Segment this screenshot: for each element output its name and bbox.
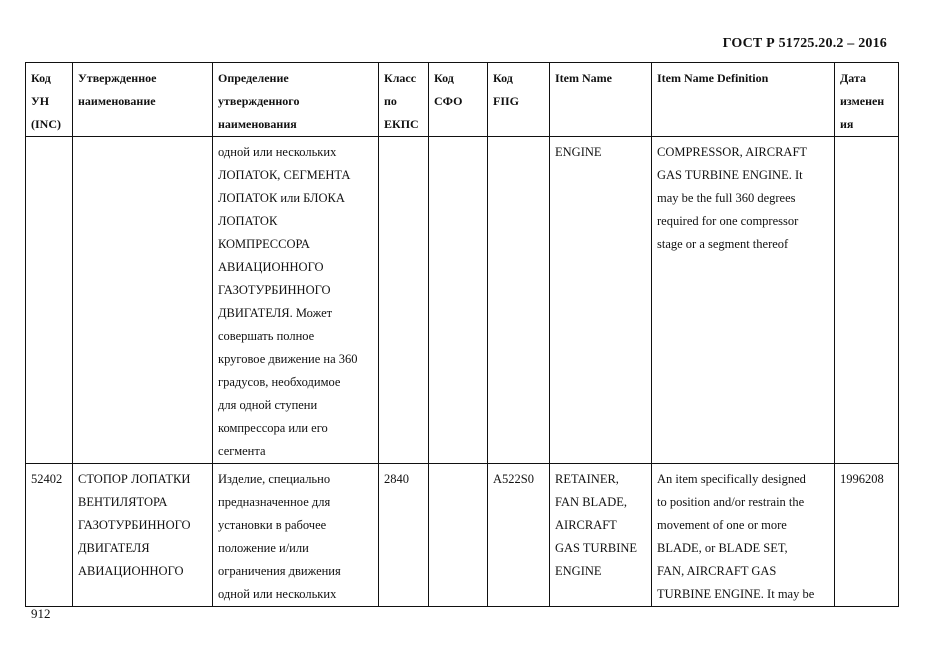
column-header-fiig-code bbox=[488, 63, 550, 137]
cell-text-line: 2840 bbox=[384, 472, 409, 486]
column-header-definition bbox=[213, 63, 379, 137]
column-header-item-name-definition bbox=[652, 63, 835, 137]
cell-text-line: required for one compressor bbox=[657, 214, 799, 228]
cell-text-line: СТОПОР ЛОПАТКИ bbox=[78, 472, 191, 486]
header-text-line: УН bbox=[31, 94, 50, 108]
header-text-line: Item Name Definition bbox=[657, 71, 769, 85]
standard-designation: ГОСТ Р 51725.20.2 – 2016 bbox=[722, 36, 887, 51]
header-text-line: Определение bbox=[218, 71, 289, 85]
cell-text-line: movement of one or more bbox=[657, 518, 787, 532]
table-cell-fiig-code bbox=[488, 464, 550, 607]
header-text-line: по bbox=[384, 94, 397, 108]
column-header-change-date bbox=[835, 63, 899, 137]
header-text-line: Класс bbox=[384, 71, 417, 85]
header-text-line: ия bbox=[840, 117, 854, 131]
header-text-line: Код bbox=[493, 71, 513, 85]
cell-text-line: ГАЗОТУРБИННОГО bbox=[218, 283, 331, 297]
catalog-table bbox=[25, 62, 899, 607]
cell-text-line: ВЕНТИЛЯТОРА bbox=[78, 495, 168, 509]
header-text-line: Дата bbox=[840, 71, 866, 85]
cell-text-line: ограничения движения bbox=[218, 564, 341, 578]
header-text-line: Утвержденное bbox=[78, 71, 157, 85]
cell-text-line: ДВИГАТЕЛЯ. Может bbox=[218, 306, 333, 320]
table-cell-sfo-code bbox=[429, 137, 488, 464]
cell-text-line: 52402 bbox=[31, 472, 63, 486]
cell-text-line: AIRCRAFT bbox=[555, 518, 617, 532]
cell-text-line: ДВИГАТЕЛЯ bbox=[78, 541, 150, 555]
cell-text-line: круговое движение на 360 bbox=[218, 352, 358, 366]
header-text-line: ЕКПС bbox=[384, 117, 419, 131]
cell-text-line: FAN, AIRCRAFT GAS bbox=[657, 564, 777, 578]
table-cell-fiig-code bbox=[488, 137, 550, 464]
cell-text-line: ENGINE bbox=[555, 145, 602, 159]
table-cell-change-date bbox=[835, 137, 899, 464]
cell-text-line: предназначенное для bbox=[218, 495, 331, 509]
table-cell-approved-name bbox=[73, 137, 213, 464]
table-cell-code-inc bbox=[26, 137, 73, 464]
cell-text-line: совершать полное bbox=[218, 329, 315, 343]
page-number: 912 bbox=[31, 606, 51, 621]
column-header-item-name bbox=[550, 63, 652, 137]
cell-text-line: ГАЗОТУРБИННОГО bbox=[78, 518, 191, 532]
cell-text-line: ЛОПАТОК, СЕГМЕНТА bbox=[218, 168, 351, 182]
cell-text-line: RETAINER, bbox=[555, 472, 619, 486]
column-header-sfo-code bbox=[429, 63, 488, 137]
header-text-line: Код bbox=[31, 71, 51, 85]
header-text-line: наименование bbox=[78, 94, 156, 108]
column-header-ekps-class bbox=[379, 63, 429, 137]
cell-text-line: BLADE, or BLADE SET, bbox=[657, 541, 788, 555]
cell-text-line: GAS TURBINE bbox=[555, 541, 638, 555]
cell-text-line: Изделие, специально bbox=[218, 472, 331, 486]
cell-text-line: КОМПРЕССОРА bbox=[218, 237, 310, 251]
cell-text-line: ENGINE bbox=[555, 564, 602, 578]
cell-text-line: An item specifically designed bbox=[657, 472, 806, 486]
table-cell-item-name bbox=[550, 137, 652, 464]
cell-text-line: to position and/or restrain the bbox=[657, 495, 805, 509]
cell-text-line: TURBINE ENGINE. It may be bbox=[657, 587, 815, 601]
header-text-line: FIIG bbox=[493, 94, 520, 108]
column-header-approved-name bbox=[73, 63, 213, 137]
table-cell-sfo-code bbox=[429, 464, 488, 607]
cell-text-line: градусов, необходимое bbox=[218, 375, 341, 389]
table-cell-definition bbox=[213, 137, 379, 464]
header-text-line: (INC) bbox=[31, 117, 61, 131]
table-row bbox=[26, 464, 899, 607]
cell-text-line: компрессора или его bbox=[218, 421, 328, 435]
table-header-row bbox=[26, 63, 899, 137]
header-text-line: Код bbox=[434, 71, 454, 85]
table-cell-approved-name bbox=[73, 464, 213, 607]
cell-text-line: FAN BLADE, bbox=[555, 495, 627, 509]
cell-text-line: АВИАЦИОННОГО bbox=[218, 260, 324, 274]
cell-text-line: GAS TURBINE ENGINE. It bbox=[657, 168, 803, 182]
cell-text-line: ЛОПАТОК bbox=[218, 214, 278, 228]
table-cell-item-name bbox=[550, 464, 652, 607]
header-text-line: изменен bbox=[840, 94, 885, 108]
table-cell-code-inc bbox=[26, 464, 73, 607]
cell-text-line: ЛОПАТОК или БЛОКА bbox=[218, 191, 345, 205]
header-text-line: наименования bbox=[218, 117, 297, 131]
table-row bbox=[26, 137, 899, 464]
column-header-code-inc bbox=[26, 63, 73, 137]
table-cell-item-name-definition bbox=[652, 137, 835, 464]
cell-text-line: установки в рабочее bbox=[218, 518, 327, 532]
cell-text-line: для одной ступени bbox=[218, 398, 318, 412]
cell-text-line: COMPRESSOR, AIRCRAFT bbox=[657, 145, 808, 159]
cell-text-line: АВИАЦИОННОГО bbox=[78, 564, 184, 578]
table-cell-ekps-class bbox=[379, 464, 429, 607]
table-cell-item-name-definition bbox=[652, 464, 835, 607]
cell-text-line: may be the full 360 degrees bbox=[657, 191, 796, 205]
cell-text-line: одной или нескольких bbox=[218, 587, 337, 601]
table-cell-change-date bbox=[835, 464, 899, 607]
header-text-line: утвержденного bbox=[218, 94, 300, 108]
header-text-line: Item Name bbox=[555, 71, 612, 85]
cell-text-line: сегмента bbox=[218, 444, 266, 458]
header-text-line: СФО bbox=[434, 94, 463, 108]
cell-text-line: положение и/или bbox=[218, 541, 309, 555]
table-cell-definition bbox=[213, 464, 379, 607]
cell-text-line: stage or a segment thereof bbox=[657, 237, 789, 251]
cell-text-line: A522S0 bbox=[493, 472, 534, 486]
table-cell-ekps-class bbox=[379, 137, 429, 464]
cell-text-line: одной или нескольких bbox=[218, 145, 337, 159]
cell-text-line: 1996208 bbox=[840, 472, 884, 486]
